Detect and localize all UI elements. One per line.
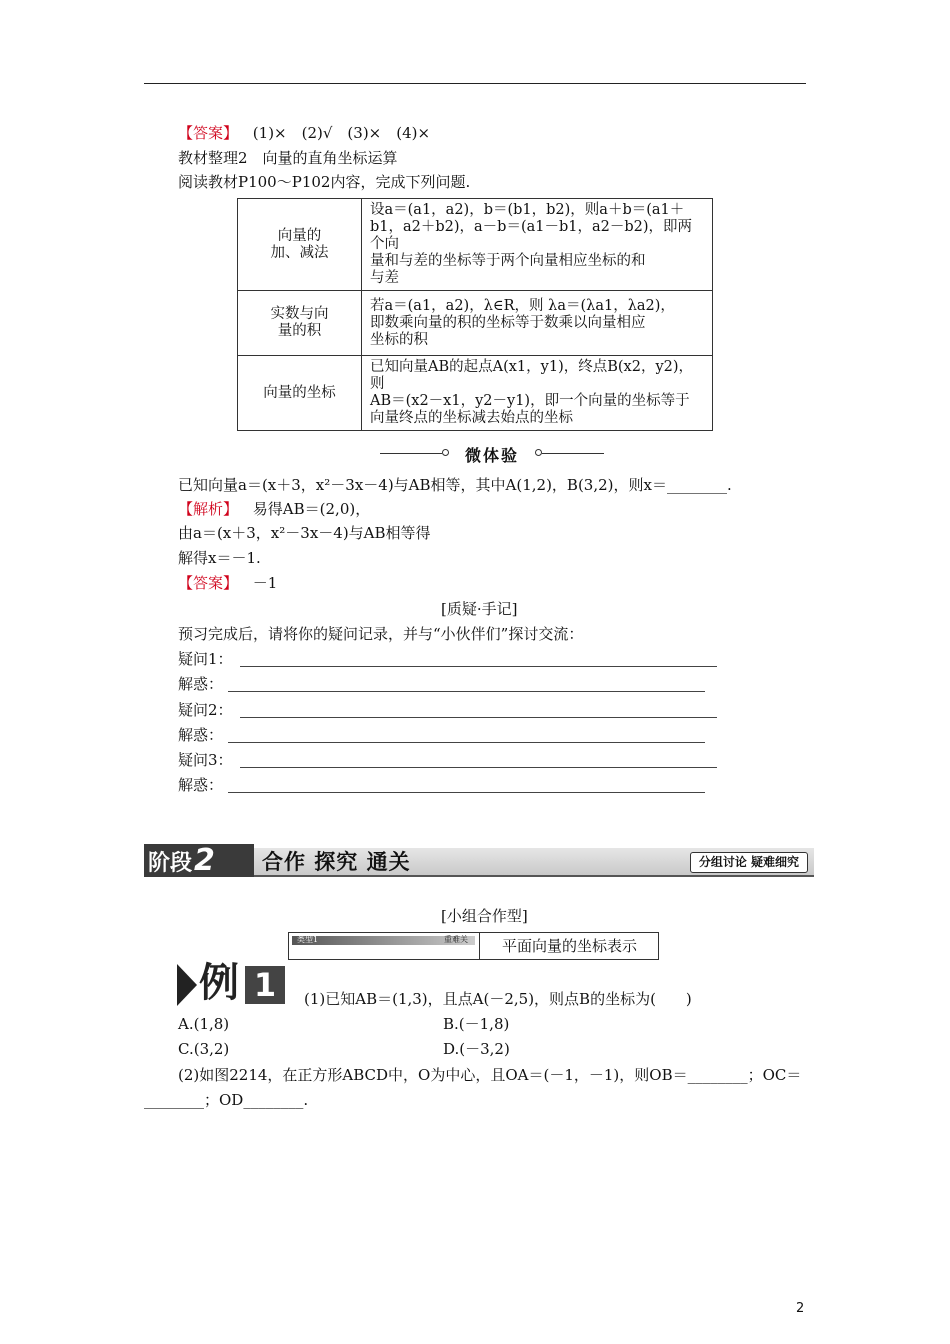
note-answer-label: 解惑：: [178, 776, 224, 794]
table-row: [238, 291, 713, 356]
type-box-small-left: 类型1: [297, 935, 319, 944]
note-blank-line[interactable]: [240, 666, 717, 667]
question-2-line-1: (2)如图2214，在正方形ABCD中，O为中心，且OA＝(－1，－1)，则OB＝________；OC＝: [178, 1066, 802, 1084]
weitiyan-heading: [380, 441, 604, 465]
group-type-heading: [小组合作型]: [441, 907, 528, 925]
example-word: 例: [199, 960, 239, 1006]
option-b[interactable]: B.(－1,8): [443, 1015, 510, 1033]
jiexi-text: 易得AB＝(2,0)，: [252, 500, 371, 518]
option-d[interactable]: D.(－3,2): [443, 1040, 510, 1058]
stage-banner: [144, 844, 814, 878]
note-blank-line[interactable]: [228, 792, 705, 793]
type-box: [288, 932, 659, 960]
note-blank-line[interactable]: [240, 767, 717, 768]
note-answer-label: 解惑：: [178, 675, 224, 693]
type-box-title: 平面向量的坐标表示: [479, 933, 659, 959]
circle-icon: [535, 449, 542, 456]
table-row-label: 实数与向 量的积: [238, 291, 362, 356]
note-instruction: 预习完成后，请将你的疑问记录，并与“小伙伴们”探讨交流：: [178, 625, 584, 643]
header-rule: [144, 83, 806, 84]
note-blank-line[interactable]: [228, 742, 705, 743]
arrow-right-icon: [177, 964, 197, 1006]
jiexi-line: [178, 499, 370, 519]
answer-label: 【答案】: [178, 574, 239, 592]
option-a[interactable]: A.(1,8): [178, 1015, 230, 1033]
note-answer-label: 解惑：: [178, 726, 224, 744]
question-1: (1)已知AB＝(1,3)，且点A(－2,5)，则点B的坐标为( ): [304, 990, 692, 1008]
page-number: 2: [796, 1301, 805, 1316]
note-blank-line[interactable]: [240, 717, 717, 718]
stage-label: 阶段2: [144, 844, 254, 877]
jiexi-label: 【解析】: [178, 500, 239, 518]
banner-tag: 分组讨论 疑难细究: [690, 852, 808, 873]
table-row-label: 向量的坐标: [238, 356, 362, 431]
table-row: [238, 356, 713, 431]
banner-title: 合作 探究 通关: [262, 850, 411, 874]
note-question-label: 疑问2：: [178, 701, 233, 719]
weitiyan-label: 微体验: [464, 446, 519, 465]
question-2-line-2: ________；OD________.: [144, 1091, 309, 1109]
table-row: [238, 199, 713, 291]
divider-line: [542, 453, 604, 454]
note-title: [质疑·手记]: [441, 600, 518, 618]
note-question-label: 疑问3：: [178, 751, 233, 769]
example-badge: [177, 960, 287, 1006]
option-c[interactable]: C.(3,2): [178, 1040, 230, 1058]
answer-line-2: [178, 573, 277, 593]
solution-step-2: 解得x＝－1.: [178, 549, 261, 567]
problem-text: 已知向量a＝(x＋3，x²－3x－4)与AB相等，其中A(1,2)，B(3,2)，则x＝________.: [178, 476, 732, 494]
answer-text: －1: [252, 574, 278, 592]
example-number: 1: [245, 966, 285, 1004]
note-question-label: 疑问1：: [178, 650, 233, 668]
section-title: 教材整理2 向量的直角坐标运算: [178, 149, 398, 167]
table-row-content: 若a＝(a1，a2)，λ∈R，则 λa＝(λa1，λa2)， 即数乘向量的积的坐标等于数乘以向量相应 坐标的积: [362, 291, 713, 356]
solution-step-1: 由a＝(x＋3，x²－3x－4)与AB相等得: [178, 524, 431, 542]
answer-text: (1)× (2)√ (3)× (4)×: [252, 124, 431, 142]
answer-label: 【答案】: [178, 124, 239, 142]
table-row-content: 设a＝(a1，a2)，b＝(b1，b2)，则a＋b＝(a1＋ b1，a2＋b2)，a－b＝(a1－b1，a2－b2)，即两个向 量和与差的坐标等于两个向量相应坐标的和 与差: [362, 199, 713, 291]
table-row-content: 已知向量AB的起点A(x1，y1)，终点B(x2，y2)，则 AB＝(x2－x1，y2－y1)，即一个向量的坐标等于 向量终点的坐标减去始点的坐标: [362, 356, 713, 431]
table-row-label: 向量的 加、减法: [238, 199, 362, 291]
circle-icon: [442, 449, 449, 456]
divider-line: [380, 453, 442, 454]
note-blank-line[interactable]: [228, 691, 705, 692]
type-box-small-right: 重难关: [444, 935, 468, 944]
operations-table: [237, 198, 713, 431]
answer-line-1: [178, 123, 430, 143]
instruction-text: 阅读教材P100～P102内容，完成下列问题.: [178, 173, 471, 191]
